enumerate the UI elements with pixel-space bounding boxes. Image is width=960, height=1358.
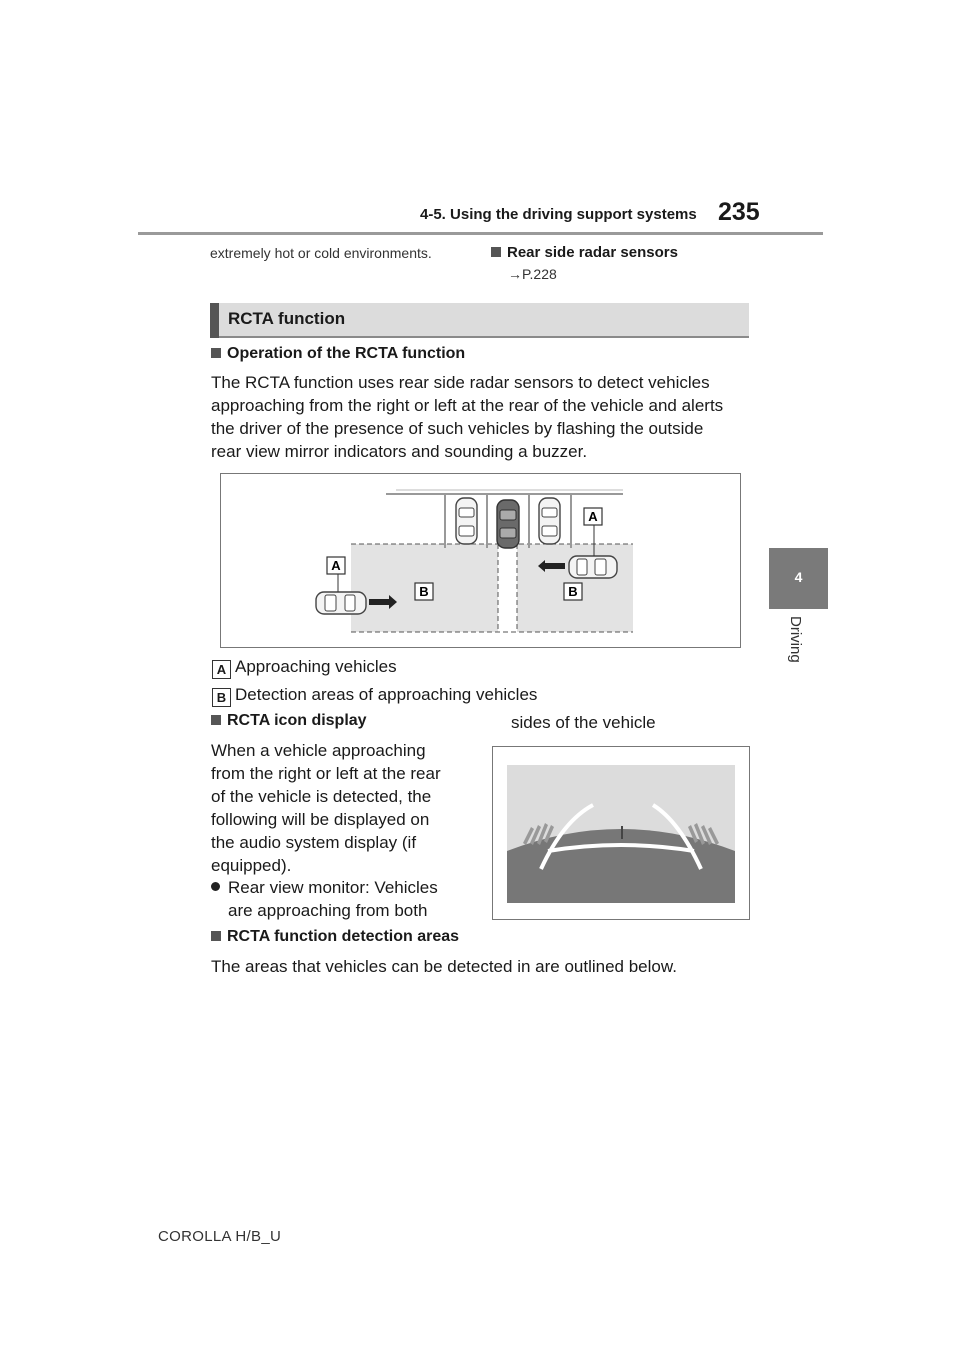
chapter-label: Driving — [787, 616, 804, 663]
icon-display-line: of the vehicle is detected, the — [211, 787, 432, 806]
label-a-right — [584, 508, 602, 525]
bullet-line: Rear view monitor: Vehicles — [228, 878, 438, 897]
square-bullet-icon — [211, 931, 221, 941]
icon-display-heading — [211, 712, 367, 730]
operation-line: rear view mirror indicators and sounding a buzzer. — [211, 442, 588, 461]
bullet-dot-icon — [211, 882, 220, 891]
detection-areas-title: RCTA function detection areas — [227, 928, 460, 945]
page-reference-link[interactable]: →P.228 — [508, 266, 557, 282]
icon-display-continuation: sides of the vehicle — [511, 713, 656, 732]
legend-item — [212, 683, 537, 707]
label-b-left — [415, 583, 433, 600]
square-bullet-icon — [211, 348, 221, 358]
operation-heading — [211, 345, 465, 363]
rear-radar-title: Rear side radar sensors — [507, 244, 678, 261]
own-vehicle — [497, 500, 519, 548]
rear-radar-heading — [491, 244, 678, 261]
svg-text:B: B — [568, 584, 578, 599]
rear-view-monitor-figure — [492, 746, 750, 920]
header-rule — [138, 232, 823, 235]
footer-model: COROLLA H/B_U — [158, 1228, 282, 1245]
operation-line: approaching from the right or left at the rear of the vehicle and alerts — [211, 396, 724, 415]
icon-display-line: When a vehicle approaching — [211, 741, 426, 760]
section-title: RCTA function — [228, 309, 346, 328]
legend-text: Approaching vehicles — [235, 657, 397, 676]
chapter-tab[interactable]: 4 — [769, 548, 828, 609]
icon-display-line: following will be displayed on — [211, 810, 430, 829]
icon-display-line: from the right or left at the rear — [211, 764, 441, 783]
approaching-vehicle-right — [569, 556, 617, 578]
rear-view-monitor-svg — [493, 747, 749, 919]
label-b-right — [564, 583, 582, 600]
operation-paragraph — [211, 371, 751, 463]
operation-line: The RCTA function uses rear side radar sensors to detect vehicles — [211, 373, 710, 392]
svg-text:A: A — [588, 509, 598, 524]
page-number: 235 — [718, 198, 760, 226]
legend-key: A — [212, 660, 231, 679]
icon-display-title: RCTA icon display — [227, 712, 367, 729]
label-a-left — [327, 557, 345, 574]
section-heading-bar — [210, 303, 219, 338]
svg-text:B: B — [419, 584, 429, 599]
icon-display-line: the audio system display (if — [211, 833, 417, 852]
legend-item — [212, 655, 397, 679]
square-bullet-icon — [491, 247, 501, 257]
approaching-vehicle-left — [316, 592, 366, 614]
bullet-item — [211, 876, 481, 922]
legend-key: B — [212, 688, 231, 707]
parked-car — [539, 498, 560, 544]
operation-line: the driver of the presence of such vehicles by flashing the outside — [211, 419, 704, 438]
svg-text:A: A — [331, 558, 341, 573]
rcta-diagram-svg — [221, 474, 740, 647]
detection-areas-text: The areas that vehicles can be detected in are outlined below. — [211, 957, 677, 976]
detection-areas-heading — [211, 928, 459, 946]
icon-display-line: equipped). — [211, 856, 292, 875]
square-bullet-icon — [211, 715, 221, 725]
header-section-title: 4-5. Using the driving support systems — [420, 206, 697, 223]
bullet-line: are approaching from both — [228, 901, 428, 920]
legend-text: Detection areas of approaching vehicles — [235, 685, 538, 704]
rcta-diagram — [220, 473, 741, 648]
icon-display-paragraph — [211, 739, 471, 877]
operation-title: Operation of the RCTA function — [227, 345, 466, 362]
continued-text: extremely hot or cold environments. — [210, 245, 432, 261]
parked-car — [456, 498, 477, 544]
